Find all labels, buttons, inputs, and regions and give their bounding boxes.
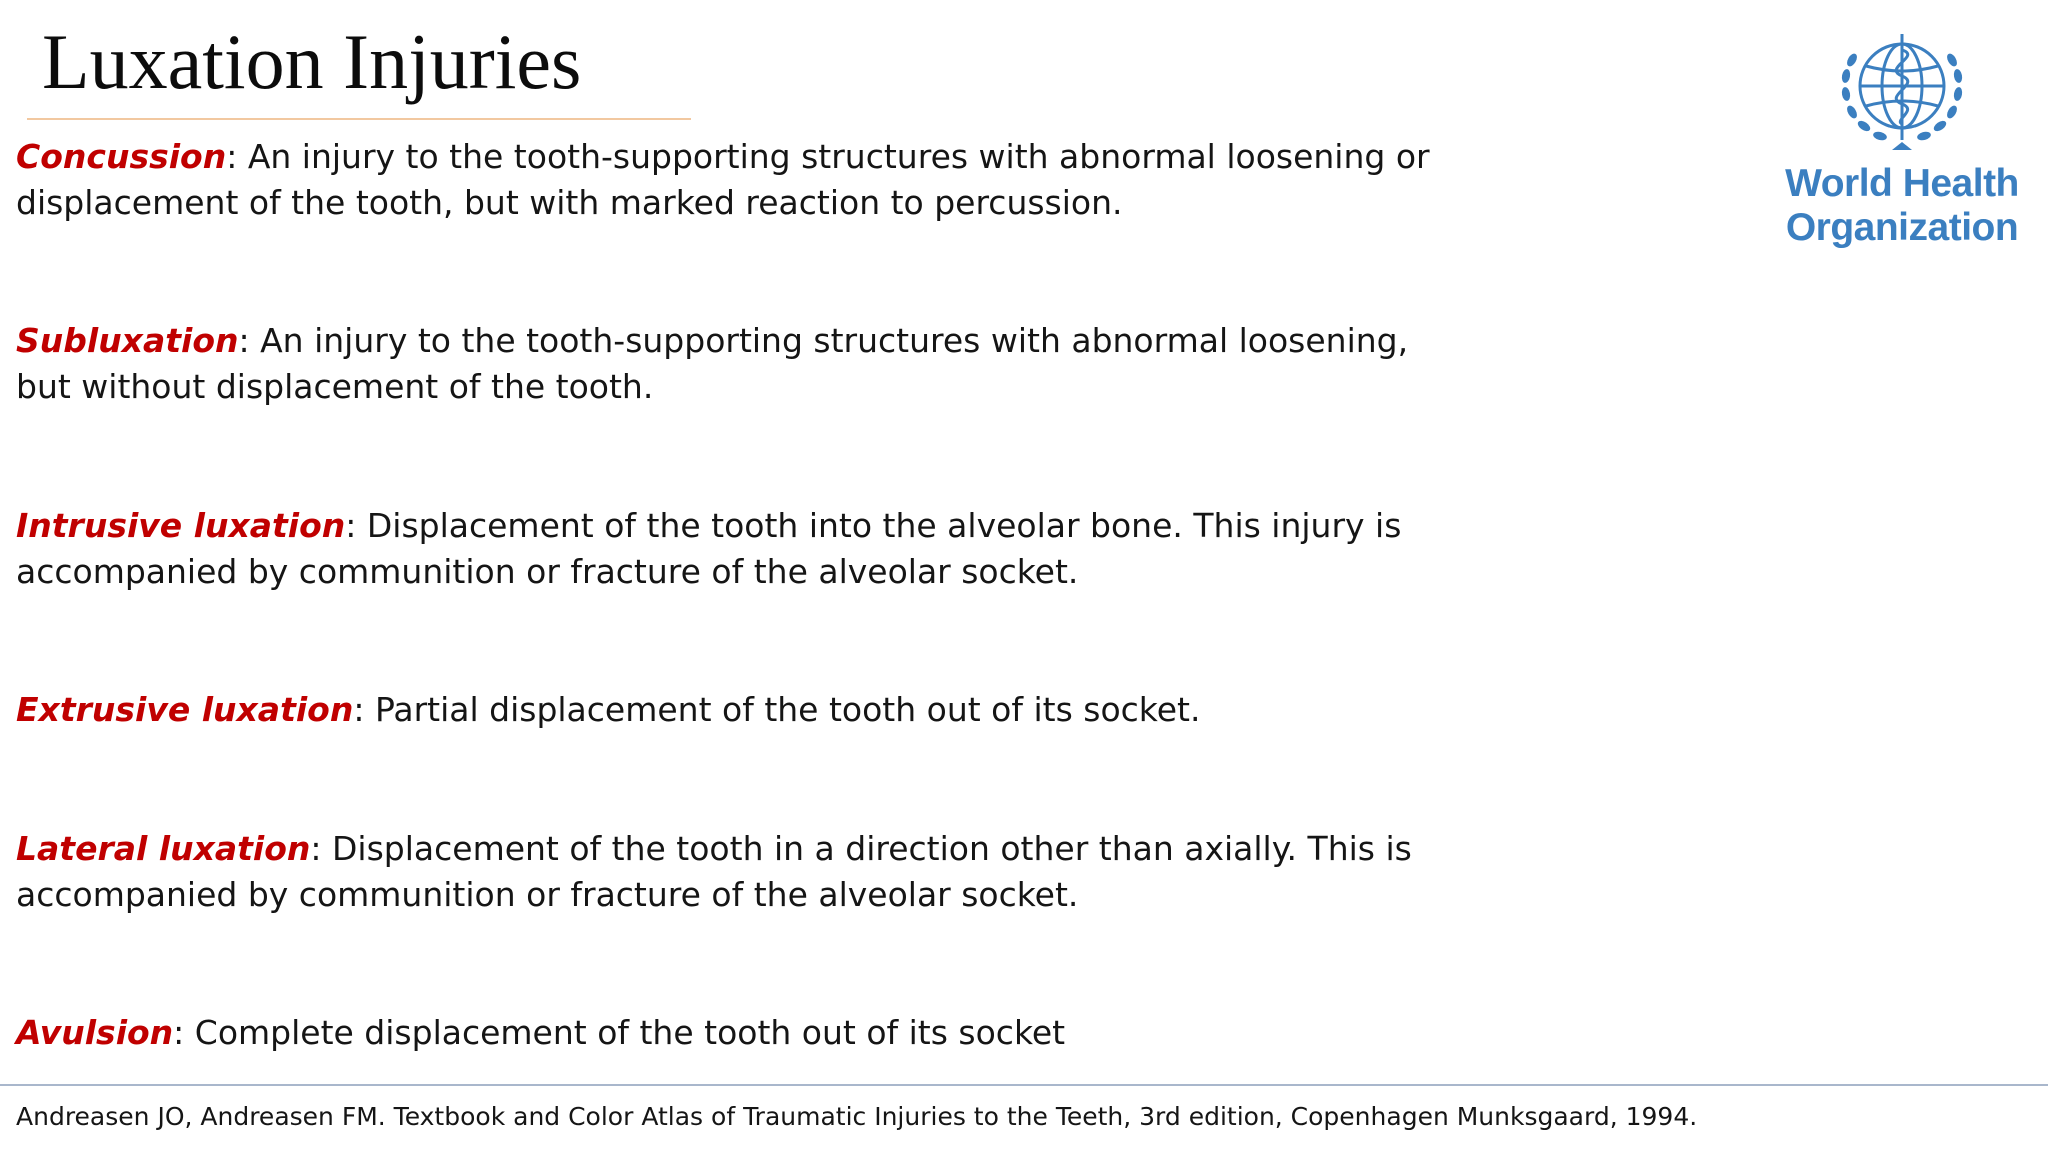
definition-concussion (16, 134, 1456, 226)
definition-term: Subluxation (16, 321, 239, 360)
citation: Andreasen JO, Andreasen FM. Textbook and Color Atlas of Traumatic Injuries to the Teeth, 3rd edition, Copenhagen Munksgaard, 1994. (16, 1102, 1698, 1131)
definition-term: Concussion (16, 137, 227, 176)
definition-separator: : (310, 829, 333, 868)
definition-separator: : (226, 137, 248, 176)
definition-separator: : (353, 690, 375, 729)
definition-avulsion (16, 1010, 1456, 1056)
definition-term: Lateral luxation (16, 829, 311, 868)
who-logo-text (1782, 162, 2022, 250)
definition-separator: : (345, 506, 367, 545)
who-logo-line-2: Organization (1785, 206, 2019, 249)
definition-subluxation (16, 318, 1456, 410)
definition-term: Intrusive luxation (16, 506, 346, 545)
definition-extrusive-luxation (16, 687, 1456, 733)
definition-text: An injury to the tooth-supporting structures with abnormal loosening, but without displacement of the tooth. (16, 321, 1409, 406)
who-emblem-icon (1822, 20, 1982, 160)
definition-lateral-luxation (16, 826, 1456, 918)
definition-intrusive-luxation (16, 503, 1456, 595)
who-logo-line-1: World Health (1785, 162, 2019, 205)
title-underline (27, 118, 691, 120)
definition-text: Complete displacement of the tooth out of its socket (194, 1013, 1066, 1052)
who-logo (1782, 20, 2022, 260)
definition-text: Displacement of the tooth into the alveolar bone. This injury is accompanied by communition or fracture of the alveolar socket. (16, 506, 1402, 591)
definition-separator: : (173, 1013, 195, 1052)
footer-divider (0, 1084, 2048, 1086)
page-title: Luxation Injuries (42, 18, 582, 105)
definition-text: An injury to the tooth-supporting structures with abnormal loosening or displacement of the tooth, but with marked reaction to percussion. (16, 137, 1430, 222)
definition-separator: : (238, 321, 261, 360)
definition-term: Extrusive luxation (16, 690, 354, 729)
definition-text: Displacement of the tooth in a direction other than axially. This is accompanied by communition or fracture of the alveolar socket. (16, 829, 1412, 914)
definition-term: Avulsion (16, 1013, 174, 1052)
definition-text: Partial displacement of the tooth out of its socket. (374, 690, 1201, 729)
